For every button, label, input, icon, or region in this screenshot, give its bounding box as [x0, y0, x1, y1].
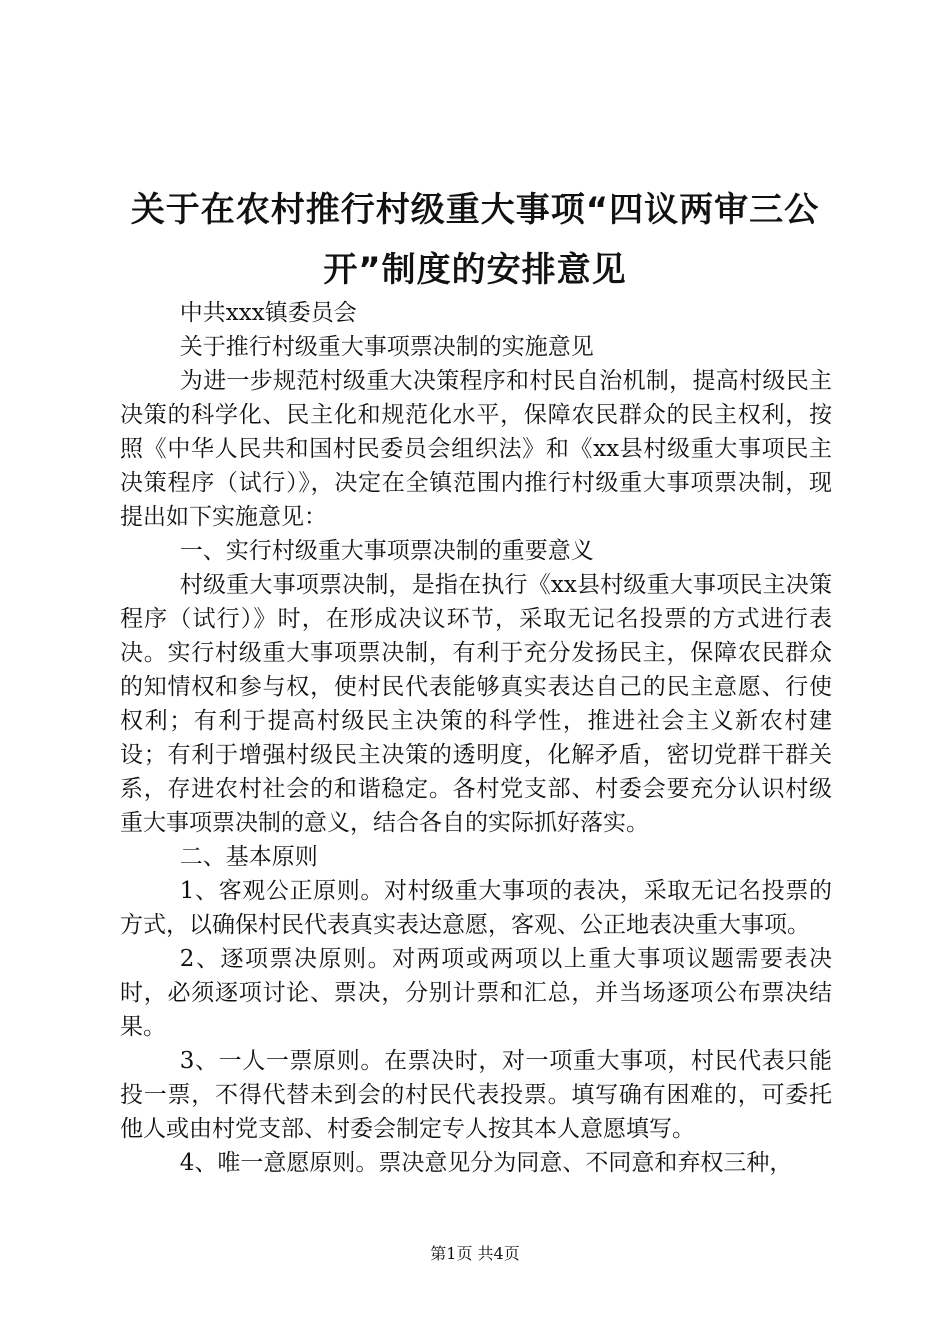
paragraph-significance: 村级重大事项票决制，是指在执行《xx县村级重大事项民主决策程序（试行）》时，在形成决议环节，采取无记名投票的方式进行表决。实行村级重大事项票决制，有利于充分发扬民主，保障农民群众的知情权和参与权，使村民代表能够真实表达自己的民主意愿、行使权利；有利于提高村级民主决策的科学性，推进社会主义新农村建设；有利于增强村级民主决策的透明度，化解矛盾，密切党群干群关系，存进农村社会的和谐稳定。各村党支部、村委会要充分认识村级重大事项票决制的意义，结合各自的实际抓好落实。 — [120, 572, 832, 836]
principle-item-1: 1、客观公正原则。对村级重大事项的表决，采取无记名投票的方式，以确保村民代表真实表达意愿，客观、公正地表决重大事项。 — [120, 878, 832, 938]
paragraph-intro: 为进一步规范村级重大决策程序和村民自治机制，提高村级民主决策的科学化、民主化和规范化水平，保障农民群众的民主权利，按照《中华人民共和国村民委员会组织法》和《xx县村级重大事项民主决策程序（试行）》，决定在全镇范围内推行村级重大事项票决制，现提出如下实施意见： — [120, 368, 832, 530]
section-heading-1: 一、实行村级重大事项票决制的重要意义 — [179, 538, 594, 564]
principle-item-2: 2、逐项票决原则。对两项或两项以上重大事项议题需要表决时，必须逐项讨论、票决，分别计票和汇总，并当场逐项公布票决结果。 — [120, 946, 832, 1040]
paragraph-subtitle: 关于推行村级重大事项票决制的实施意见 — [179, 334, 594, 360]
principle-item-3: 3、一人一票原则。在票决时，对一项重大事项，村民代表只能投一票，不得代替未到会的村民代表投票。填写确有困难的，可委托他人或由村党支部、村委会制定专人按其本人意愿填写。 — [120, 1048, 832, 1142]
document-body — [120, 296, 832, 1180]
page-number: 第1页 共4页 — [430, 1244, 520, 1263]
section-heading-2: 二、基本原则 — [179, 844, 318, 870]
paragraph-issuer: 中共xxx镇委员会 — [179, 300, 357, 326]
document-title: 关于在农村推行村级重大事项“四议两审三公开”制度的安排意见 — [130, 190, 820, 290]
principle-item-4: 4、唯一意愿原则。票决意见分为同意、不同意和弃权三种， — [179, 1150, 793, 1176]
